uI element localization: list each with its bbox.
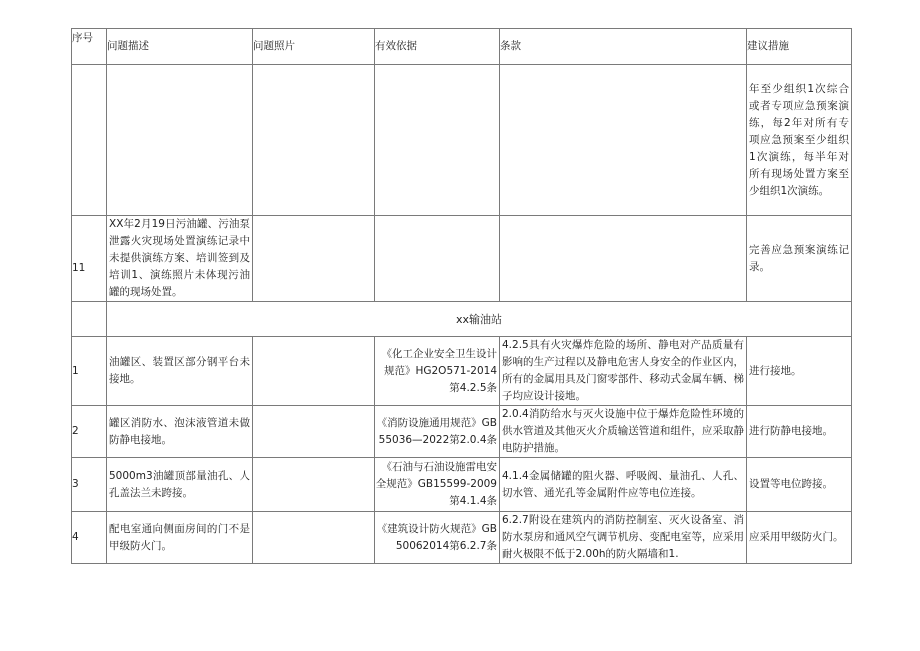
cell-seq: 3 xyxy=(72,458,107,512)
section-row xyxy=(72,302,852,337)
inspection-table xyxy=(71,28,852,564)
cell-basis: 《建筑设计防火规范》GB50062014第6.2.7条 xyxy=(375,512,500,564)
cell-clause-empty xyxy=(500,65,747,216)
cell-clause: 6.2.7附设在建筑内的消防控制室、灭火设备室、消防水泵房和通风空气调节机房、变配电室等，应采用耐火极限不低于2.00h的防火隔墙和1. xyxy=(500,512,747,564)
cell-seq: 4 xyxy=(72,512,107,564)
cell-desc: 油罐区、装置区部分钢平台未接地。 xyxy=(107,337,253,406)
cell-basis: 《石油与石油设施雷电安全规范》GB15599-2009第4.1.4条 xyxy=(375,458,500,512)
cell-measure: 进行防静电接地。 xyxy=(747,406,852,458)
cell-basis-empty xyxy=(375,216,500,302)
cell-measure: 进行接地。 xyxy=(747,337,852,406)
cell-desc: 罐区消防水、泡沫液管道未做防静电接地。 xyxy=(107,406,253,458)
cell-clause: 4.2.5具有火灾爆炸危险的场所、静电对产品质量有影响的生产过程以及静电危害人身安全的作业区内，所有的金属用具及门窗零部件、移动式金属车辆、梯子均应设计接地。 xyxy=(500,337,747,406)
table-row-continued xyxy=(72,65,852,216)
cell-photo-empty xyxy=(253,65,375,216)
header-description: 问题描述 xyxy=(107,29,253,65)
header-clause: 条款 xyxy=(500,29,747,65)
header-photo: 问题照片 xyxy=(253,29,375,65)
section-title: xx输油站 xyxy=(107,302,852,337)
cell-desc: 配电室通向侧面房间的门不是甲级防火门。 xyxy=(107,512,253,564)
cell-basis-empty xyxy=(375,65,500,216)
cell-measure: 完善应急预案演练记录。 xyxy=(747,216,852,302)
cell-seq: 2 xyxy=(72,406,107,458)
table-row xyxy=(72,406,852,458)
cell-measure: 年至少组织1次综合或者专项应急预案演练，每2年对所有专项应急预案至少组织1次演练，每半年对所有现场处置方案至少组织1次演练。 xyxy=(747,65,852,216)
header-seq: 序号 xyxy=(72,29,107,65)
cell-photo-empty xyxy=(253,458,375,512)
cell-basis: 《化工企业安全卫生设计规范》HG2O571-2014第4.2.5条 xyxy=(375,337,500,406)
table-row-11 xyxy=(72,216,852,302)
cell-measure: 应采用甲级防火门。 xyxy=(747,512,852,564)
cell-basis: 《消防设施通用规范》GB55036—2022第2.0.4条 xyxy=(375,406,500,458)
cell-clause-empty xyxy=(500,216,747,302)
cell-clause: 4.1.4金属储罐的阻火器、呼吸阀、量油孔、人孔、切水管、通光孔等金属附件应等电位连接。 xyxy=(500,458,747,512)
cell-seq-empty xyxy=(72,302,107,337)
cell-photo-empty xyxy=(253,337,375,406)
header-row xyxy=(72,29,852,65)
table-row xyxy=(72,512,852,564)
cell-photo-empty xyxy=(253,216,375,302)
cell-seq: 1 xyxy=(72,337,107,406)
cell-desc-empty xyxy=(107,65,253,216)
cell-seq-empty xyxy=(72,65,107,216)
table-row xyxy=(72,337,852,406)
cell-measure: 设置等电位跨接。 xyxy=(747,458,852,512)
header-measure: 建议措施 xyxy=(747,29,852,65)
cell-desc: XX年2月19日污油罐、污油泵泄露火灾现场处置演练记录中未提供演练方案、培训签到及培训1、演练照片未体现污油罐的现场处置。 xyxy=(107,216,253,302)
cell-seq: 11 xyxy=(72,216,107,302)
header-basis: 有效依据 xyxy=(375,29,500,65)
cell-clause: 2.0.4消防给水与灭火设施中位于爆炸危险性环境的供水管道及其他灭火介质输送管道和组件，应采取静电防护措施。 xyxy=(500,406,747,458)
cell-photo-empty xyxy=(253,512,375,564)
cell-desc: 5000m3油罐顶部量油孔、人孔盖法兰未跨接。 xyxy=(107,458,253,512)
cell-photo-empty xyxy=(253,406,375,458)
table-row xyxy=(72,458,852,512)
